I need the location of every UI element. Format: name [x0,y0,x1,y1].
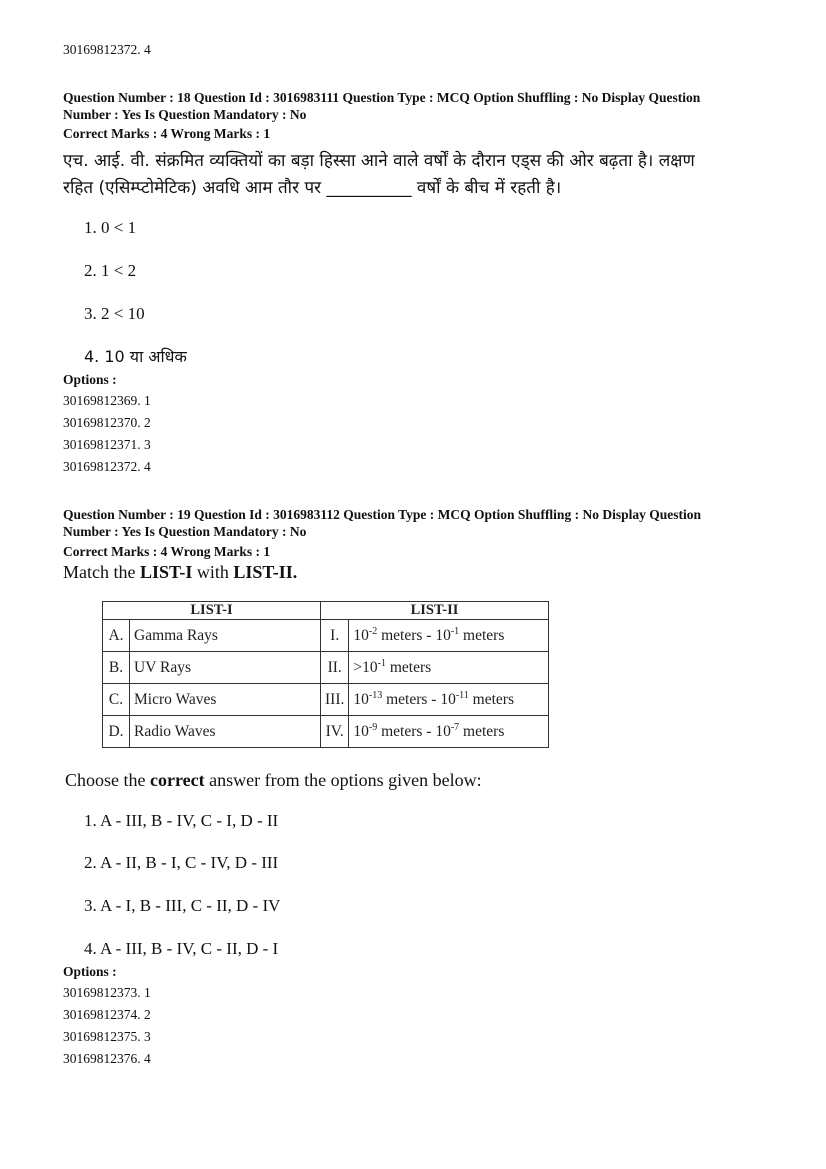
match-table-header [103,602,549,620]
table-row [103,652,549,684]
q18-option-4: 30169812372. 4 [63,459,151,474]
q19-choice-3: 3. A - I, B - III, C - II, D - IV [84,896,281,915]
header-option-id: 30169812372. 4 [63,42,151,57]
q18-option-1: 30169812369. 1 [63,393,151,408]
q19-meta-line3: Correct Marks : 4 Wrong Marks : 1 [63,544,271,559]
q19-choose-instruction: Choose the correct answer from the options given below: [65,770,482,790]
q18-meta-line3: Correct Marks : 4 Wrong Marks : 1 [63,126,271,141]
list2-header: LIST-II [321,602,549,620]
q18-question-text-line2: रहित (एसिम्प्टोमेटिक) अवधि आम तौर पर __________ वर्षों के बीच में रहती है। [63,178,562,198]
row-numeral: II. [321,652,349,684]
q19-option-4: 30169812376. 4 [63,1051,151,1066]
q18-option-3: 30169812371. 3 [63,437,151,452]
q18-choice-2: 2. 1 < 2 [84,261,137,280]
row-item: Radio Waves [130,716,321,748]
q18-meta-line2: Number : Yes Is Question Mandatory : No [63,107,307,122]
match-table [102,601,549,748]
q19-option-2: 30169812374. 2 [63,1007,151,1022]
q18-choice-1: 1. 0 < 1 [84,218,137,237]
row-value: $10^{-9}$ meters - $10^{-7}$ meters [349,716,549,748]
q19-meta-line2: Number : Yes Is Question Mandatory : No [63,524,307,539]
q19-meta-line1: Question Number : 19 Question Id : 3016983112 Question Type : MCQ Option Shuffling : No Display Question [63,507,701,522]
q19-options-label: Options : [63,964,117,979]
q18-option-2: 30169812370. 2 [63,415,151,430]
q19-choice-1: 1. A - III, B - IV, C - I, D - II [84,811,279,830]
row-numeral: III. [321,684,349,716]
row-value: $>10^{-1}$ meters [349,652,549,684]
q19-choice-2: 2. A - II, B - I, C - IV, D - III [84,853,279,872]
table-row [103,684,549,716]
q18-choice-3: 3. 2 < 10 [84,304,145,323]
q19-intro: Match the LIST-I with LIST-II. [63,562,298,582]
row-key: D. [103,716,130,748]
table-row [103,716,549,748]
row-key: A. [103,620,130,652]
table-row [103,620,549,652]
row-numeral: I. [321,620,349,652]
row-item: Gamma Rays [130,620,321,652]
row-value: $10^{-2}$ meters - $10^{-1}$ meters [349,620,549,652]
row-item: Micro Waves [130,684,321,716]
list1-header: LIST-I [103,602,321,620]
row-item: UV Rays [130,652,321,684]
q19-choice-4: 4. A - III, B - IV, C - II, D - I [84,939,279,958]
row-numeral: IV. [321,716,349,748]
q19-option-1: 30169812373. 1 [63,985,151,1000]
row-value: $10^{-13}$ meters - $10^{-11}$ meters [349,684,549,716]
q18-meta-line1: Question Number : 18 Question Id : 3016983111 Question Type : MCQ Option Shuffling : No Display Question [63,90,701,105]
q18-question-text-line1: एच. आई. वी. संक्रमित व्यक्तियों का बड़ा हिस्सा आने वाले वर्षों के दौरान एड्स की ओर बढ़ता है। लक्षण [63,151,695,171]
row-key: B. [103,652,130,684]
row-key: C. [103,684,130,716]
q18-choice-4: 4. 10 या अधिक [84,347,187,366]
q18-options-label: Options : [63,372,117,387]
q19-option-3: 30169812375. 3 [63,1029,151,1044]
